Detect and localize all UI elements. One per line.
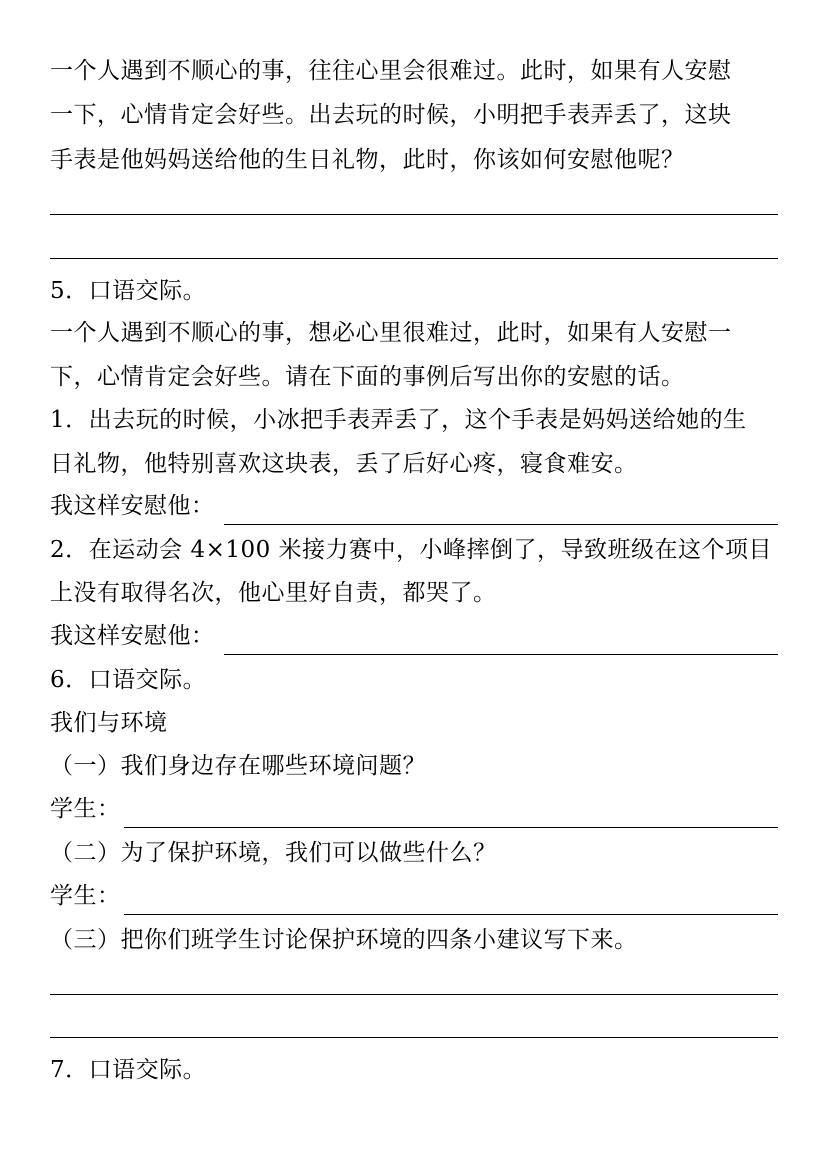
q5-item2-line-2: 上没有取得名次，他心里好自责，都哭了。 (50, 580, 497, 606)
q5-item1-line-2: 日礼物，他特别喜欢这块表，丢了后好心疼，寝食难安。 (50, 451, 638, 477)
intro-answer-line-2[interactable] (50, 258, 778, 259)
q6-part3-answer-line-2[interactable] (50, 1037, 778, 1038)
q5-item1-answer-label: 我这样安慰他： (50, 493, 215, 519)
q5-item1-line-1: 1．出去玩的时候，小冰把手表弄丢了，这个手表是妈妈送给她的生 (50, 407, 747, 433)
q6-heading: 6．口语交际。 (50, 667, 207, 693)
intro-line-1: 一个人遇到不顺心的事，往往心里会很难过。此时，如果有人安慰 (50, 58, 732, 84)
q6-topic: 我们与环境 (50, 710, 168, 736)
q5-item2-line-1: 2．在运动会 4×100 米接力赛中，小峰摔倒了，导致班级在这个项目 (50, 537, 773, 563)
q5-item2-answer-line[interactable] (224, 654, 778, 655)
intro-line-2: 一下，心情肯定会好些。出去玩的时候，小明把手表弄丢了，这块 (50, 102, 732, 128)
q6-part1-answer-line[interactable] (124, 827, 778, 828)
q6-part3-answer-line-1[interactable] (50, 994, 778, 995)
q5-item2-answer-row (50, 621, 778, 655)
q6-part1: （一）我们身边存在哪些环境问题？ (50, 753, 426, 779)
q6-part1-student-label: 学生： (50, 796, 121, 822)
q5-item2-answer-label: 我这样安慰他： (50, 623, 215, 649)
intro-answer-line-1[interactable] (50, 214, 778, 215)
q5-item1-answer-row (50, 491, 778, 525)
q6-part2: （二）为了保护环境，我们可以做些什么？ (50, 840, 497, 866)
q5-prompt-line-2: 下，心情肯定会好些。请在下面的事例后写出你的安慰的话。 (50, 364, 685, 390)
q5-prompt-line-1: 一个人遇到不顺心的事，想必心里很难过，此时，如果有人安慰一 (50, 320, 732, 346)
q6-part2-answer-row (50, 881, 778, 915)
q5-item1-answer-line[interactable] (224, 524, 778, 525)
q5-heading: 5．口语交际。 (50, 278, 207, 304)
q7-heading: 7．口语交际。 (50, 1057, 207, 1083)
intro-line-3: 手表是他妈妈送给他的生日礼物，此时，你该如何安慰他呢？ (50, 147, 685, 173)
q6-part3: （三）把你们班学生讨论保护环境的四条小建议写下来。 (50, 927, 638, 953)
q6-part1-answer-row (50, 794, 778, 828)
worksheet-page (50, 0, 778, 1169)
q6-part2-answer-line[interactable] (124, 914, 778, 915)
q6-part2-student-label: 学生： (50, 883, 121, 909)
